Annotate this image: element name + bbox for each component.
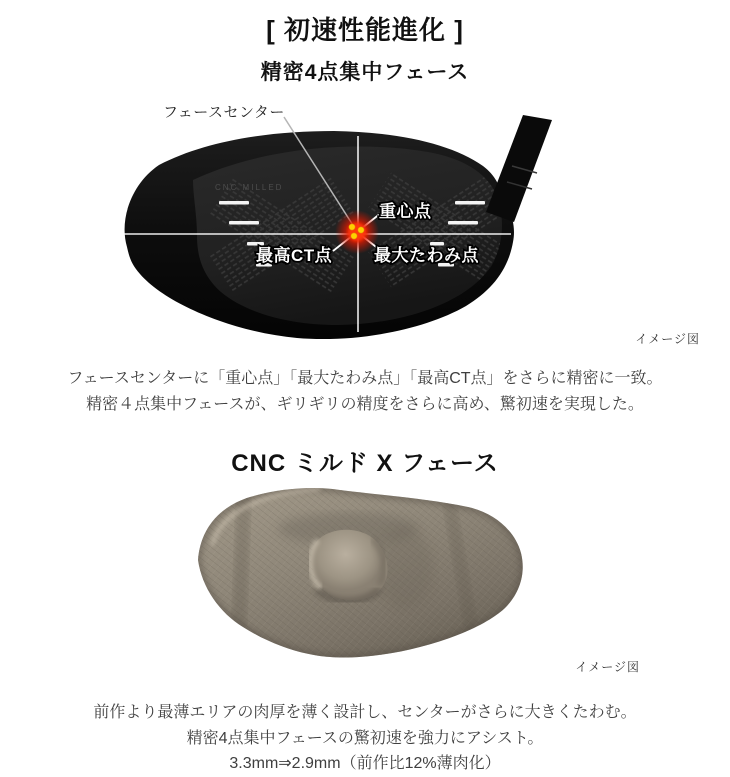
plate-shading: [180, 478, 540, 668]
max-ct-point-label: 最高CT点: [256, 246, 333, 265]
description-line: 3.3mm⇒2.9mm（前作比12%薄肉化）: [229, 755, 501, 772]
driver-shaft: [486, 115, 552, 222]
page-header: [0, 0, 730, 86]
section1-subtitle: 精密4点集中フェース: [260, 61, 470, 84]
section1-title: [ 初速性能進化 ]: [266, 15, 464, 45]
description-line: 精密4点集中フェースの驚初速を強力にアシスト。: [186, 729, 544, 747]
section2-title: CNC ミルド X フェース: [231, 450, 499, 477]
impact-glow: [335, 210, 379, 254]
max-deflection-point-label: 最大たわみ点: [374, 246, 479, 265]
driver-face-figure: [0, 99, 730, 354]
face-plate-illustration: [0, 483, 730, 683]
driver-face-illustration: [0, 99, 730, 354]
cnc-milled-engraving: CNC MILLED: [215, 183, 284, 192]
section2-description: [0, 700, 730, 777]
cg-point-label: 重心点: [379, 202, 432, 221]
image-disclaimer-1: イメージ図: [635, 332, 700, 346]
description-line: 前作より最薄エリアの肉厚を薄く設計し、センターがさらに大きくたわむ。: [93, 704, 637, 721]
description-line: 精密４点集中フェースが、ギリギリの精度をさらに高め、驚初速を実現した。: [86, 395, 644, 413]
section1-description: [0, 366, 730, 417]
image-disclaimer-2: イメージ図: [575, 660, 640, 674]
face-center-label: フェースセンター: [163, 104, 285, 121]
face-plate-figure: [0, 483, 730, 683]
description-line: フェースセンターに「重心点」「最大たわみ点」「最高CT点」をさらに精密に一致。: [67, 370, 663, 387]
